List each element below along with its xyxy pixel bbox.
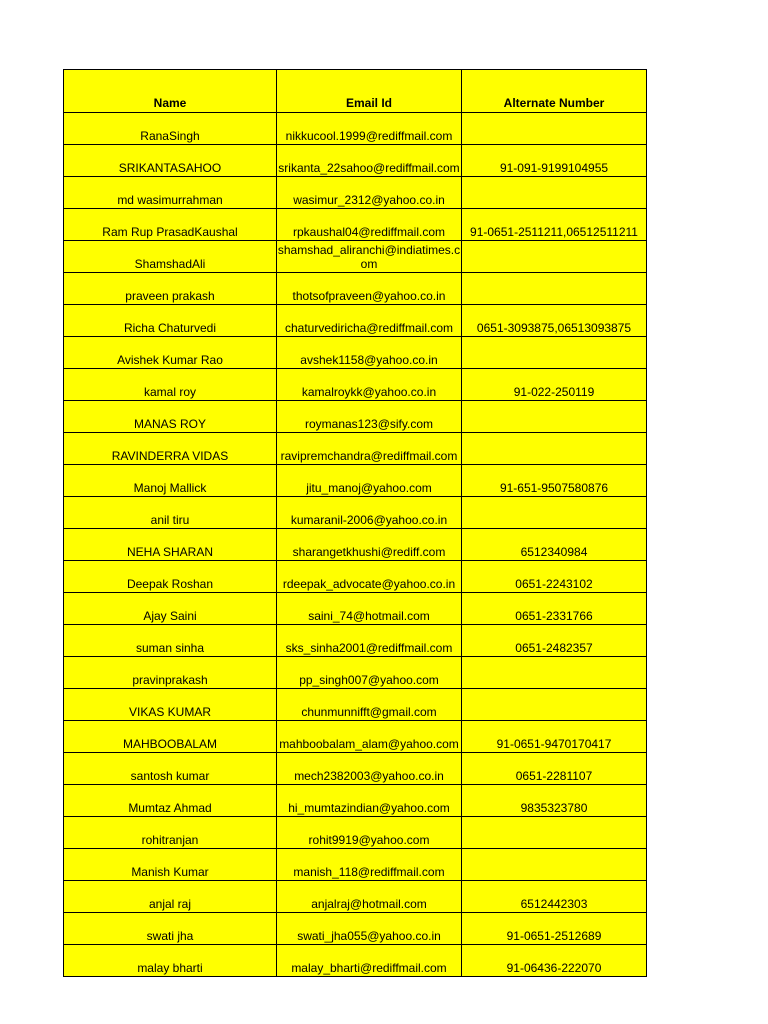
cell-name[interactable]: md wasimurrahman xyxy=(64,177,277,209)
cell-email[interactable]: anjalraj@hotmail.com xyxy=(277,881,462,913)
cell-email[interactable]: avshek1158@yahoo.co.in xyxy=(277,337,462,369)
cell-alternate-number[interactable]: 91-651-9507580876 xyxy=(462,465,647,497)
cell-email[interactable]: saini_74@hotmail.com xyxy=(277,593,462,625)
table-row xyxy=(64,881,647,913)
table-row xyxy=(64,113,647,145)
cell-name[interactable]: Richa Chaturvedi xyxy=(64,305,277,337)
cell-name[interactable]: Mumtaz Ahmad xyxy=(64,785,277,817)
cell-name[interactable]: ShamshadAli xyxy=(64,241,277,273)
table-row xyxy=(64,305,647,337)
cell-email[interactable]: ravipremchandra@rediffmail.com xyxy=(277,433,462,465)
cell-alternate-number[interactable]: 6512340984 xyxy=(462,529,647,561)
cell-email[interactable]: kumaranil-2006@yahoo.co.in xyxy=(277,497,462,529)
cell-alternate-number[interactable]: 91-06436-222070 xyxy=(462,945,647,977)
table-row xyxy=(64,465,647,497)
header-row xyxy=(64,70,647,113)
table-row xyxy=(64,785,647,817)
cell-alternate-number[interactable]: 91-091-9199104955 xyxy=(462,145,647,177)
cell-alternate-number[interactable] xyxy=(462,689,647,721)
cell-email[interactable]: hi_mumtazindian@yahoo.com xyxy=(277,785,462,817)
contact-table xyxy=(63,69,647,977)
cell-name[interactable]: Avishek Kumar Rao xyxy=(64,337,277,369)
cell-alternate-number[interactable] xyxy=(462,113,647,145)
cell-name[interactable]: praveen prakash xyxy=(64,273,277,305)
table-row xyxy=(64,273,647,305)
cell-email[interactable]: thotsofpraveen@yahoo.co.in xyxy=(277,273,462,305)
table-row xyxy=(64,657,647,689)
cell-name[interactable]: suman sinha xyxy=(64,625,277,657)
table-row xyxy=(64,401,647,433)
table-row xyxy=(64,561,647,593)
cell-alternate-number[interactable]: 0651-2331766 xyxy=(462,593,647,625)
cell-alternate-number[interactable]: 91-0651-2512689 xyxy=(462,913,647,945)
cell-name[interactable]: rohitranjan xyxy=(64,817,277,849)
cell-alternate-number[interactable]: 91-0651-2511211,06512511211 xyxy=(462,209,647,241)
cell-name[interactable]: santosh kumar xyxy=(64,753,277,785)
table-row xyxy=(64,913,647,945)
table-row xyxy=(64,337,647,369)
table-row xyxy=(64,369,647,401)
cell-name[interactable]: Deepak Roshan xyxy=(64,561,277,593)
cell-alternate-number[interactable] xyxy=(462,241,647,273)
cell-alternate-number[interactable] xyxy=(462,273,647,305)
cell-alternate-number[interactable] xyxy=(462,177,647,209)
cell-name[interactable]: MAHBOOBALAM xyxy=(64,721,277,753)
table-row xyxy=(64,817,647,849)
cell-name[interactable]: NEHA SHARAN xyxy=(64,529,277,561)
cell-email[interactable]: swati_jha055@yahoo.co.in xyxy=(277,913,462,945)
cell-email[interactable]: chunmunnifft@gmail.com xyxy=(277,689,462,721)
cell-email[interactable]: jitu_manoj@yahoo.com xyxy=(277,465,462,497)
table-row xyxy=(64,529,647,561)
cell-alternate-number[interactable]: 0651-2482357 xyxy=(462,625,647,657)
cell-email[interactable]: shamshad_aliranchi@indiatimes.com xyxy=(277,241,462,273)
cell-alternate-number[interactable]: 91-022-250119 xyxy=(462,369,647,401)
table-row xyxy=(64,209,647,241)
cell-name[interactable]: anil tiru xyxy=(64,497,277,529)
cell-name[interactable]: Ajay Saini xyxy=(64,593,277,625)
cell-alternate-number[interactable]: 91-0651-9470170417 xyxy=(462,721,647,753)
cell-email[interactable]: manish_118@rediffmail.com xyxy=(277,849,462,881)
cell-name[interactable]: Manish Kumar xyxy=(64,849,277,881)
cell-alternate-number[interactable]: 9835323780 xyxy=(462,785,647,817)
cell-alternate-number[interactable]: 0651-3093875,06513093875 xyxy=(462,305,647,337)
table-row xyxy=(64,945,647,977)
cell-email[interactable]: pp_singh007@yahoo.com xyxy=(277,657,462,689)
cell-email[interactable]: mahboobalam_alam@yahoo.com xyxy=(277,721,462,753)
cell-name[interactable]: malay bharti xyxy=(64,945,277,977)
cell-alternate-number[interactable] xyxy=(462,433,647,465)
cell-name[interactable]: Ram Rup PrasadKaushal xyxy=(64,209,277,241)
cell-name[interactable]: pravinprakash xyxy=(64,657,277,689)
cell-alternate-number[interactable] xyxy=(462,817,647,849)
header-email[interactable]: Email Id xyxy=(277,70,462,113)
table-row xyxy=(64,721,647,753)
cell-name[interactable]: RanaSingh xyxy=(64,113,277,145)
cell-name[interactable]: swati jha xyxy=(64,913,277,945)
header-alternate-number[interactable]: Alternate Number xyxy=(462,70,647,113)
cell-alternate-number[interactable] xyxy=(462,657,647,689)
cell-alternate-number[interactable]: 0651-2243102 xyxy=(462,561,647,593)
cell-name[interactable]: SRIKANTASAHOO xyxy=(64,145,277,177)
cell-email[interactable]: roymanas123@sify.com xyxy=(277,401,462,433)
cell-name[interactable]: RAVINDERRA VIDAS xyxy=(64,433,277,465)
cell-name[interactable]: MANAS ROY xyxy=(64,401,277,433)
cell-email[interactable]: sharangetkhushi@rediff.com xyxy=(277,529,462,561)
cell-name[interactable]: anjal raj xyxy=(64,881,277,913)
table-row xyxy=(64,849,647,881)
table-row xyxy=(64,689,647,721)
table-body xyxy=(64,113,647,977)
table-row xyxy=(64,625,647,657)
table-row xyxy=(64,753,647,785)
cell-alternate-number[interactable]: 6512442303 xyxy=(462,881,647,913)
cell-email[interactable]: wasimur_2312@yahoo.co.in xyxy=(277,177,462,209)
cell-email[interactable]: rpkaushal04@rediffmail.com xyxy=(277,209,462,241)
cell-alternate-number[interactable]: 0651-2281107 xyxy=(462,753,647,785)
cell-email[interactable]: malay_bharti@rediffmail.com xyxy=(277,945,462,977)
cell-name[interactable]: VIKAS KUMAR xyxy=(64,689,277,721)
cell-name[interactable]: kamal roy xyxy=(64,369,277,401)
header-name[interactable]: Name xyxy=(64,70,277,113)
cell-email[interactable]: rdeepak_advocate@yahoo.co.in xyxy=(277,561,462,593)
table-row xyxy=(64,497,647,529)
cell-alternate-number[interactable] xyxy=(462,497,647,529)
cell-email[interactable]: rohit9919@yahoo.com xyxy=(277,817,462,849)
cell-email[interactable]: mech2382003@yahoo.co.in xyxy=(277,753,462,785)
table-row xyxy=(64,241,647,273)
cell-email[interactable]: sks_sinha2001@rediffmail.com xyxy=(277,625,462,657)
cell-name[interactable]: Manoj Mallick xyxy=(64,465,277,497)
cell-email[interactable]: srikanta_22sahoo@rediffmail.com xyxy=(277,145,462,177)
table-row xyxy=(64,593,647,625)
cell-email[interactable]: nikkucool.1999@rediffmail.com xyxy=(277,113,462,145)
table-row xyxy=(64,433,647,465)
cell-alternate-number[interactable] xyxy=(462,401,647,433)
cell-alternate-number[interactable] xyxy=(462,337,647,369)
table-row xyxy=(64,177,647,209)
cell-email[interactable]: chaturvediricha@rediffmail.com xyxy=(277,305,462,337)
cell-alternate-number[interactable] xyxy=(462,849,647,881)
cell-email[interactable]: kamalroykk@yahoo.co.in xyxy=(277,369,462,401)
table-row xyxy=(64,145,647,177)
